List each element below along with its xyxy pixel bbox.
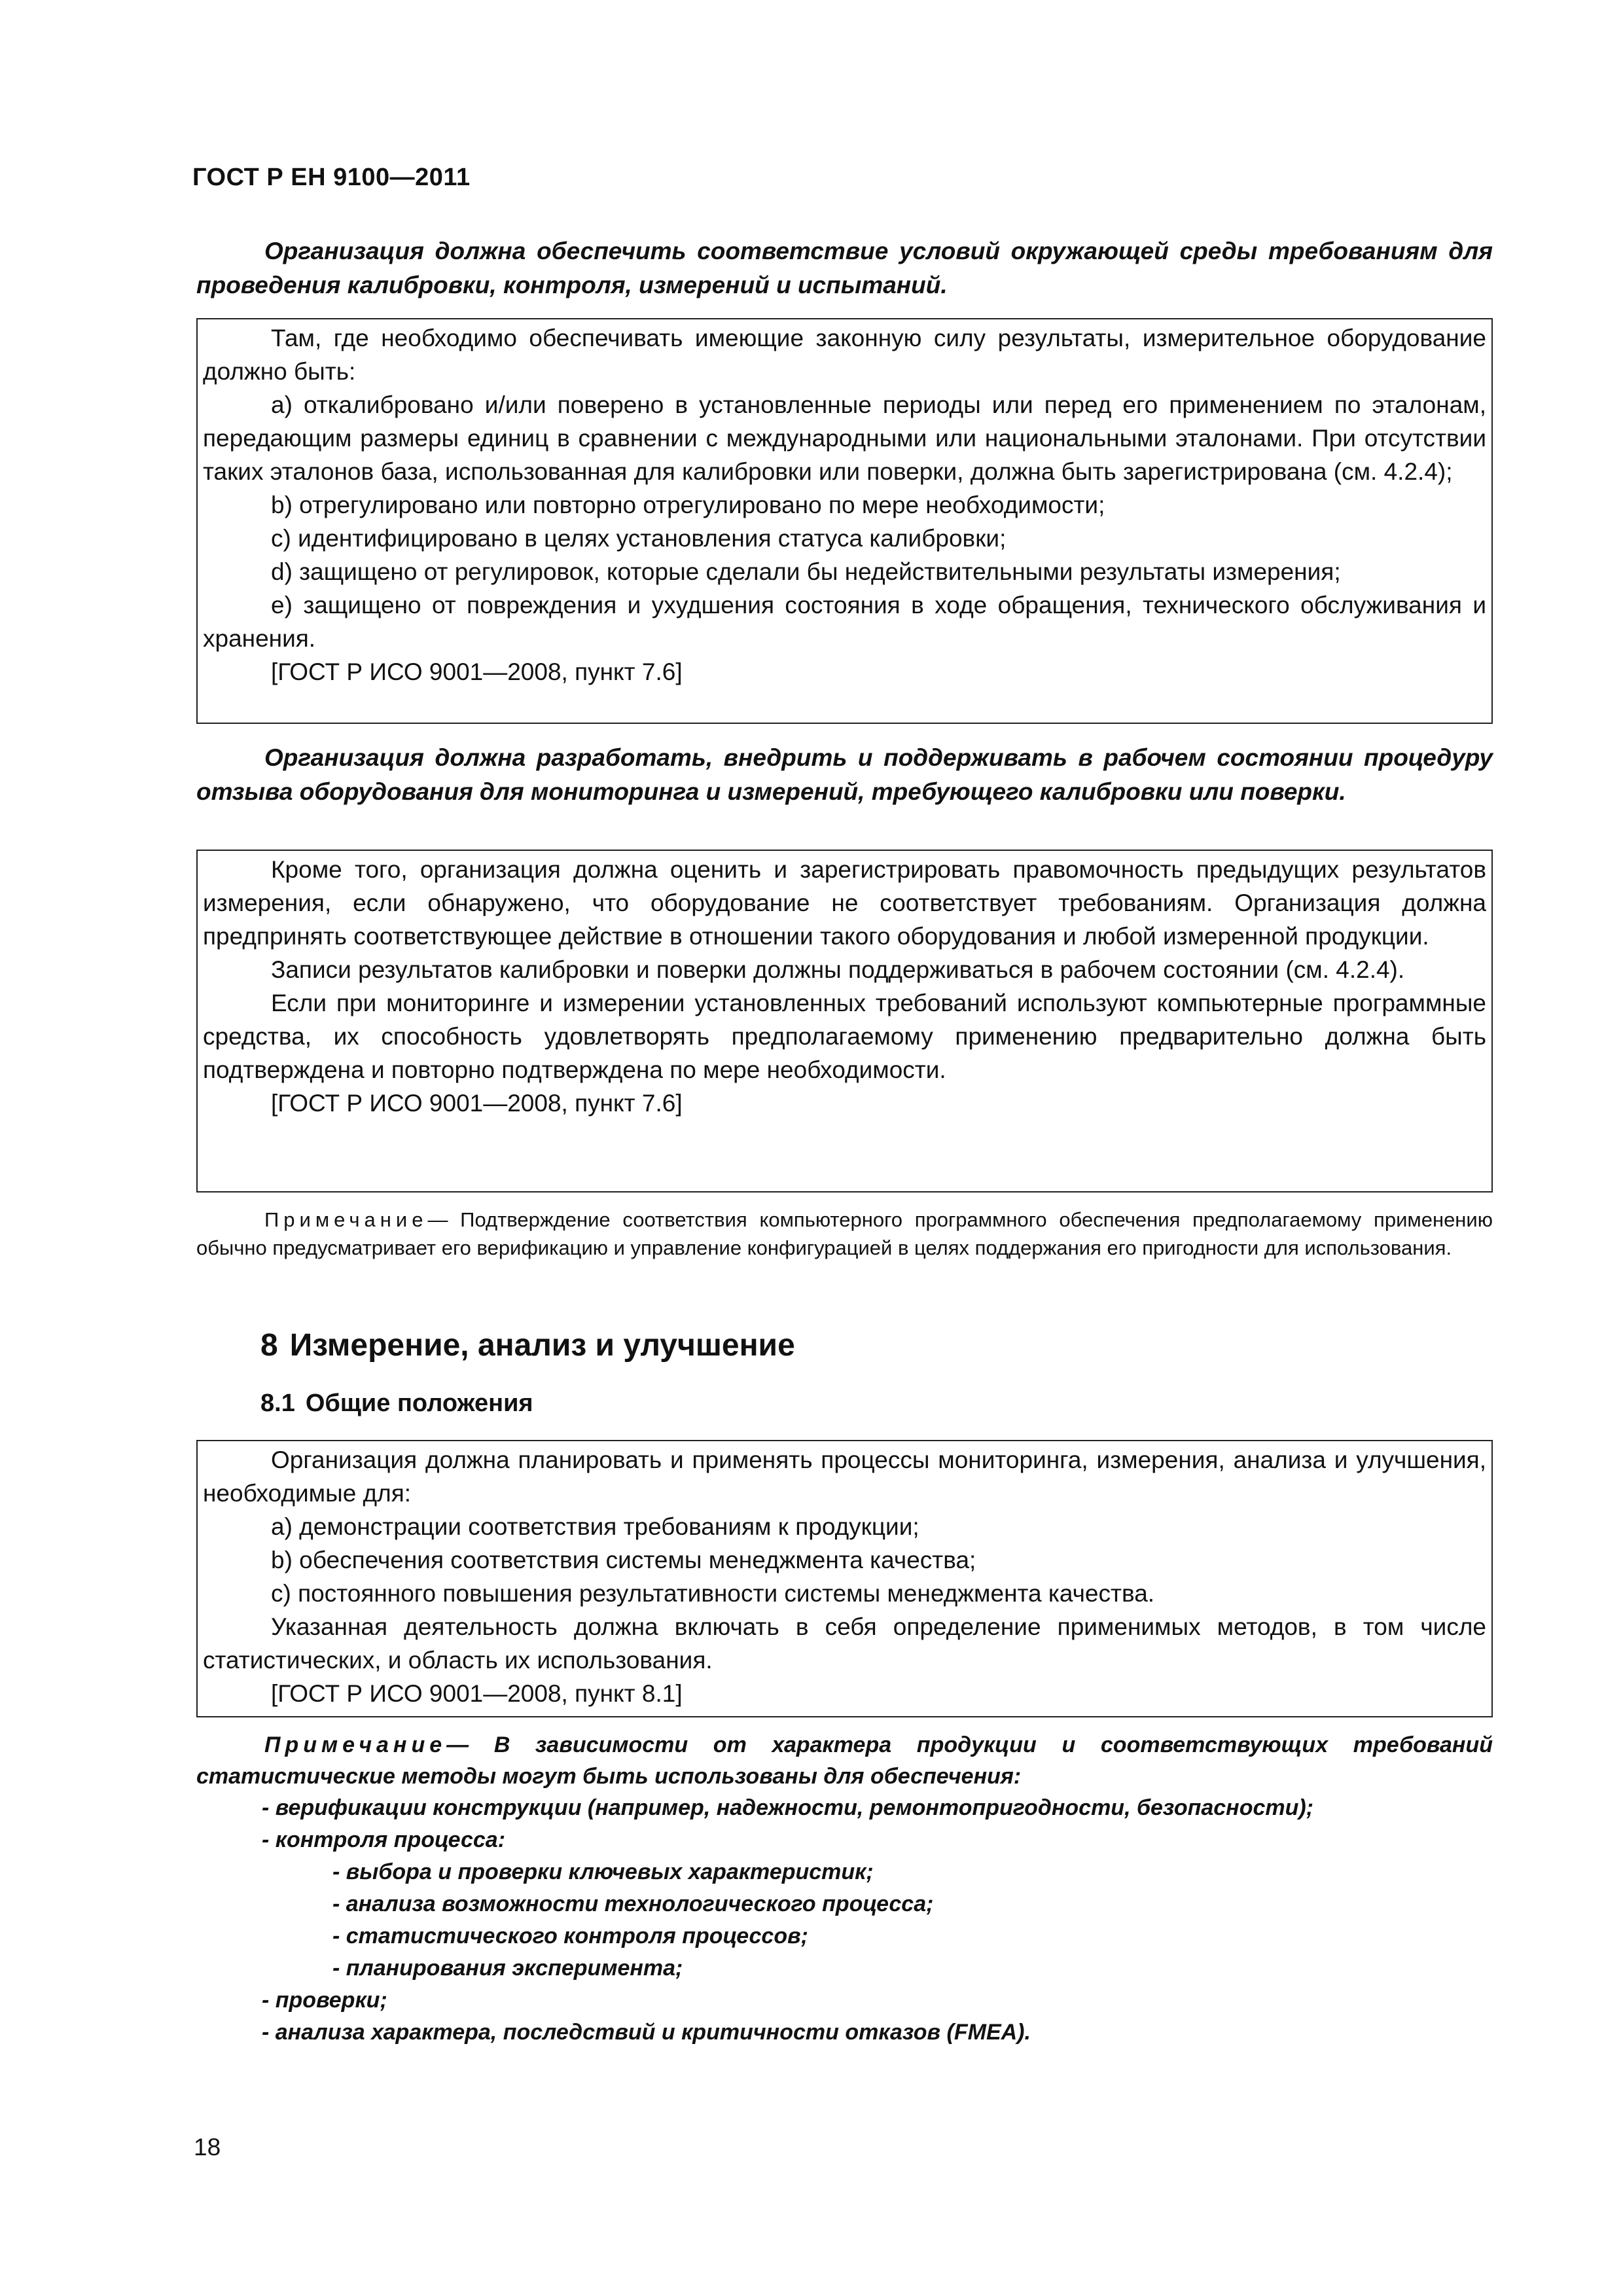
note2-label: Примечание (264, 1732, 447, 1757)
box1-reference: [ГОСТ Р ИСО 9001—2008, пункт 7.6] (271, 658, 683, 685)
page-number: 18 (194, 2134, 221, 2161)
box3-paragraph: Указанная деятельность должна включать в себя определение применимых методов, в том числе статистических, и область их использования. (203, 1613, 1486, 1674)
note2-text: — В зависимости от характера продукции и соответствующих требований статистические методы могут быть использованы для обеспечения: (196, 1732, 1493, 1789)
quote-box-recall (196, 850, 1493, 1193)
note2-item-4: - анализа характера, последствий и критичности отказов (FMEA). (262, 2020, 1031, 2045)
note2-subitem-3: - статистического контроля процессов; (332, 1924, 808, 1948)
box1-item-e: e) защищено от повреждения и ухудшения состояния в ходе обращения, технического обслуживания и хранения. (203, 592, 1486, 652)
note-software (196, 1206, 1493, 1262)
box1-item-c: c) идентифицировано в целях установления статуса калибровки; (271, 525, 1007, 552)
section-heading: 8 Измерение, анализ и улучшение (260, 1328, 795, 1363)
quote-box-measuring-equipment (196, 318, 1493, 724)
note2-subitem-4: - планирования эксперимента; (332, 1956, 683, 1981)
box3-intro: Организация должна планировать и применять процессы мониторинга, измерения, анализа и улучшения, необходимые для: (203, 1446, 1486, 1507)
quote-box-general-provisions (196, 1440, 1493, 1717)
box3-reference: [ГОСТ Р ИСО 9001—2008, пункт 8.1] (271, 1680, 683, 1707)
box1-item-d: d) защищено от регулировок, которые сделали бы недействительными результаты измерения; (271, 558, 1341, 585)
note2-item-1: - верификации конструкции (например, надежности, ремонтопригодности, безопасности); (262, 1795, 1314, 1820)
note2-subitem-2: - анализа возможности технологического процесса; (332, 1892, 934, 1916)
box2-paragraph-2: Записи результатов калибровки и поверки должны поддерживаться в рабочем состоянии (см. 4.2.4). (271, 956, 1405, 983)
subsection-heading: 8.1 Общие положения (260, 1390, 533, 1417)
box1-item-a: а) откалибровано и/или поверено в установленные периоды или перед его применением по эталонам, передающим размеры единиц в сравнении с международными или национальными эталонами. При отсутствии таких эталонов база, использованная для калибровки или поверки, должна быть зарегистрирована (см. 4.2.4); (203, 391, 1486, 485)
note-text: — Подтверждение соответствия компьютерного программного обеспечения предполагаемому применению обычно предусматривает его верификацию и управление конфигурацией в целях поддержания его пригодности для использования. (196, 1208, 1493, 1259)
box2-reference: [ГОСТ Р ИСО 9001—2008, пункт 7.6] (271, 1090, 683, 1117)
note2-item-2: - контроля процесса: (262, 1827, 506, 1852)
document-header: ГОСТ Р ЕН 9100—2011 (192, 164, 471, 191)
note2-item-3: - проверки; (262, 1988, 387, 2013)
box1-item-b: b) отрегулировано или повторно отрегулировано по мере необходимости; (271, 492, 1105, 518)
box3-item-c: c) постоянного повышения результативности системы менеджмента качества. (271, 1580, 1155, 1607)
requirement-recall-procedure: Организация должна разработать, внедрить и поддерживать в рабочем состоянии процедуру отзыва оборудования для мониторинга и измерений, требующего калибровки или поверки. (196, 744, 1493, 805)
box3-item-b: b) обеспечения соответствия системы менеджмента качества; (271, 1547, 976, 1573)
box2-paragraph-1: Кроме того, организация должна оценить и зарегистрировать правомочность предыдущих результатов измерения, если обнаружено, что оборудование не соответствует требованиям. Организация должна предпринять соответствующее действие в отношении такого оборудования и любой измеренной продукции. (203, 856, 1486, 950)
box3-item-a: а) демонстрации соответствия требованиям к продукции; (271, 1513, 919, 1540)
note-label: Примечание (264, 1208, 428, 1231)
box1-intro: Там, где необходимо обеспечивать имеющие законную силу результаты, измерительное оборудование должно быть: (203, 325, 1486, 385)
requirement-environment: Организация должна обеспечить соответствие условий окружающей среды требованиям для проведения калибровки, контроля, измерений и испытаний. (196, 238, 1493, 298)
box2-paragraph-3: Если при мониторинге и измерении установленных требований используют компьютерные программные средства, их способность удовлетворять предполагаемому применению предварительно должна быть подтверждена и повторно подтверждена по мере необходимости. (203, 990, 1486, 1083)
note2-subitem-1: - выбора и проверки ключевых характеристик; (332, 1859, 874, 1884)
note-statistical-methods (196, 1729, 1493, 1792)
